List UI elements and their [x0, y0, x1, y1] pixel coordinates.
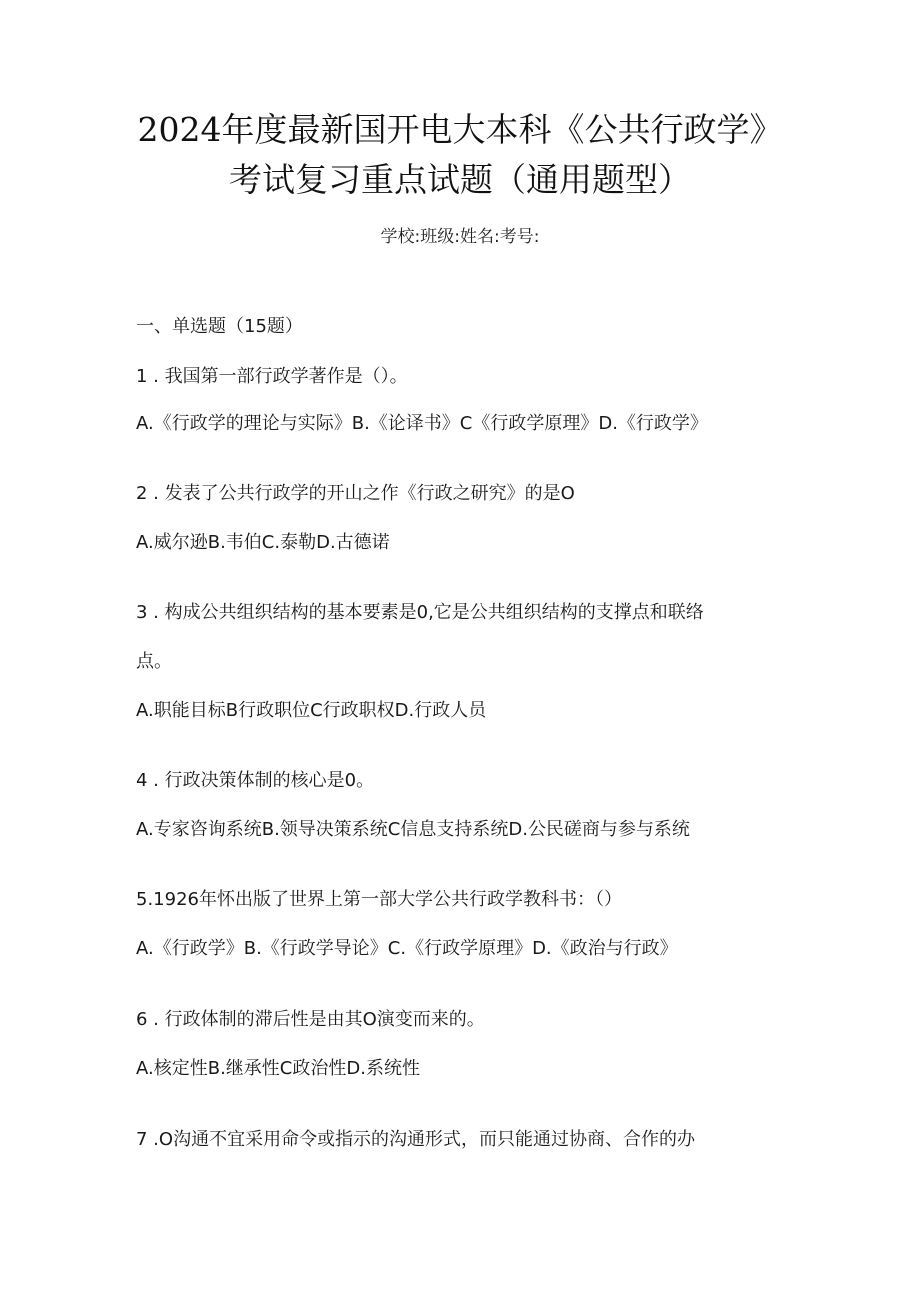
question-7-stem: 7 .O沟通不宜采用命令或指示的沟通形式，而只能通过协商、合作的办: [136, 1129, 696, 1150]
document-title-line-1: 2024年度最新国开电大本科《公共行政学》: [137, 110, 783, 149]
question-5-stem: 5.1926年怀出版了世界上第一部大学公共行政学教科书：（）: [136, 889, 622, 910]
question-4-stem: 4 . 行政决策体制的核心是0。: [136, 770, 375, 791]
question-3-stem: 3 . 构成公共组织结构的基本要素是0,它是公共组织结构的支撑点和联络: [136, 602, 704, 623]
student-info-line: 学校:班级:姓名:考号:: [380, 227, 540, 247]
document-title-line-2: 考试复习重点试题（通用题型）: [229, 160, 691, 199]
section-header: 一、单选题（15题）: [136, 316, 303, 337]
question-3-stem-continued: 点。: [136, 651, 172, 672]
question-3-options: A.职能目标B行政职位C行政职权D.行政人员: [136, 700, 487, 721]
question-4-options: A.专家咨询系统B.领导决策系统C信息支持系统D.公民磋商与参与系统: [136, 819, 690, 840]
question-2-stem: 2 . 发表了公共行政学的开山之作《行政之研究》的是O: [136, 483, 575, 504]
question-6-options: A.核定性B.继承性C政治性D.系统性: [136, 1058, 420, 1079]
question-1-options: A.《行政学的理论与实际》B.《论译书》C《行政学原理》D.《行政学》: [136, 413, 708, 434]
question-6-stem: 6 . 行政体制的滞后性是由其O演变而来的。: [136, 1009, 485, 1030]
question-2-options: A.威尔逊B.韦伯C.泰勒D.古德诺: [136, 532, 390, 553]
question-1-stem: 1 . 我国第一部行政学著作是（）。: [136, 366, 408, 387]
question-5-options: A.《行政学》B.《行政学导论》C.《行政学原理》D.《政治与行政》: [136, 938, 678, 959]
